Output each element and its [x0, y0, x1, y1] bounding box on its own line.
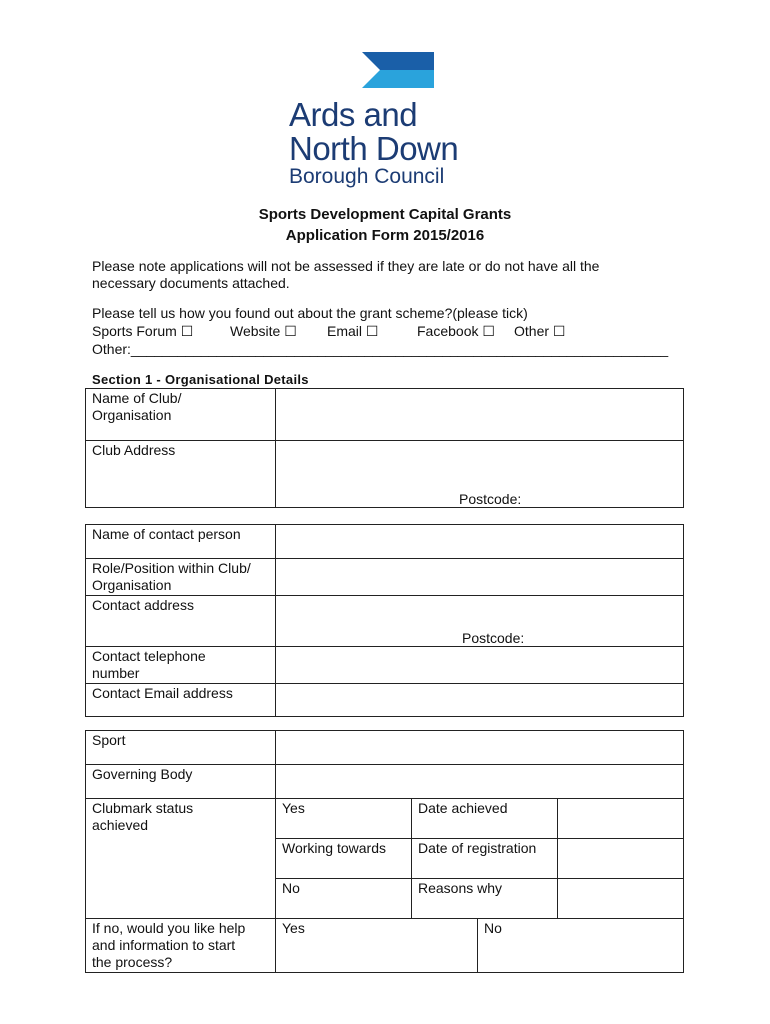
- contact-address-field[interactable]: [276, 596, 684, 647]
- club-postcode-label: Postcode:: [459, 491, 522, 507]
- reasons-why-label: Reasons why: [412, 879, 558, 919]
- other-field[interactable]: Other:_____________________________________________________________________: [92, 341, 669, 357]
- form-subtitle: Application Form 2015/2016: [285, 227, 485, 244]
- contact-person-label: Name of contact person: [86, 525, 276, 559]
- date-registration-field[interactable]: [558, 839, 684, 879]
- role-label: [86, 559, 276, 596]
- notice-line2: necessary documents attached.: [92, 275, 290, 291]
- help-question-line2: and information to start: [92, 937, 236, 953]
- option-website[interactable]: Website ☐: [230, 323, 297, 339]
- flag-icon: [288, 52, 488, 92]
- found-out-question: Please tell us how you found out about the grant scheme?(please tick): [92, 305, 528, 321]
- governing-body-field[interactable]: [276, 765, 684, 799]
- logo-text-line2: North Down: [289, 130, 459, 167]
- logo-text-line3: Borough Council: [289, 165, 445, 188]
- role-label-line1: Role/Position within Club/: [92, 560, 251, 576]
- option-facebook[interactable]: Facebook ☐: [417, 323, 495, 339]
- help-yes[interactable]: Yes: [276, 919, 478, 973]
- logo-text-line1: Ards and: [289, 96, 418, 133]
- club-name-label-line1: Name of Club/: [92, 390, 182, 406]
- date-achieved-field[interactable]: [558, 799, 684, 839]
- help-question-line1: If no, would you like help: [92, 920, 246, 936]
- notice-line1: Please note applications will not be assessed if they are late or do not have all the: [92, 258, 600, 274]
- contact-email-field[interactable]: [276, 684, 684, 717]
- role-label-line2: Organisation: [92, 577, 172, 593]
- club-address-label: Club Address: [86, 441, 276, 508]
- contact-postcode-label: Postcode:: [462, 630, 525, 646]
- sport-field[interactable]: [276, 731, 684, 765]
- date-achieved-label: Date achieved: [412, 799, 558, 839]
- form-title: Sports Development Capital Grants: [258, 206, 512, 223]
- governing-body-label: Governing Body: [86, 765, 276, 799]
- contact-email-label: Contact Email address: [86, 684, 276, 717]
- found-out-options: [92, 323, 565, 340]
- club-name-label-line2: Organisation: [92, 407, 172, 423]
- option-other[interactable]: Other ☐: [514, 323, 566, 339]
- contact-person-field[interactable]: [276, 525, 684, 559]
- help-no[interactable]: No: [478, 919, 684, 973]
- contact-table: [85, 524, 684, 717]
- sport-table: [85, 730, 684, 973]
- sport-label: Sport: [86, 731, 276, 765]
- option-email[interactable]: Email ☐: [327, 323, 379, 339]
- org-table: [85, 388, 684, 508]
- help-question-label: [86, 919, 276, 973]
- clubmark-working-towards[interactable]: Working towards: [276, 839, 412, 879]
- clubmark-label: [86, 799, 276, 919]
- contact-telephone-label-line1: Contact telephone: [92, 648, 206, 664]
- option-sports-forum[interactable]: Sports Forum ☐: [92, 323, 194, 339]
- role-field[interactable]: [276, 559, 684, 596]
- club-name-label: [86, 389, 276, 441]
- clubmark-label-line2: achieved: [92, 817, 149, 833]
- section1-heading: Section 1 - Organisational Details: [92, 372, 309, 387]
- help-question-line3: the process?: [92, 954, 173, 970]
- contact-telephone-label-line2: number: [92, 665, 140, 681]
- date-registration-label: Date of registration: [412, 839, 558, 879]
- club-name-field[interactable]: [276, 389, 684, 441]
- clubmark-no[interactable]: No: [276, 879, 412, 919]
- contact-telephone-label: [86, 647, 276, 684]
- contact-telephone-field[interactable]: [276, 647, 684, 684]
- clubmark-label-line1: Clubmark status: [92, 800, 194, 816]
- club-address-field[interactable]: [276, 441, 684, 508]
- clubmark-yes[interactable]: Yes: [276, 799, 412, 839]
- reasons-why-field[interactable]: [558, 879, 684, 919]
- contact-address-label: Contact address: [86, 596, 276, 647]
